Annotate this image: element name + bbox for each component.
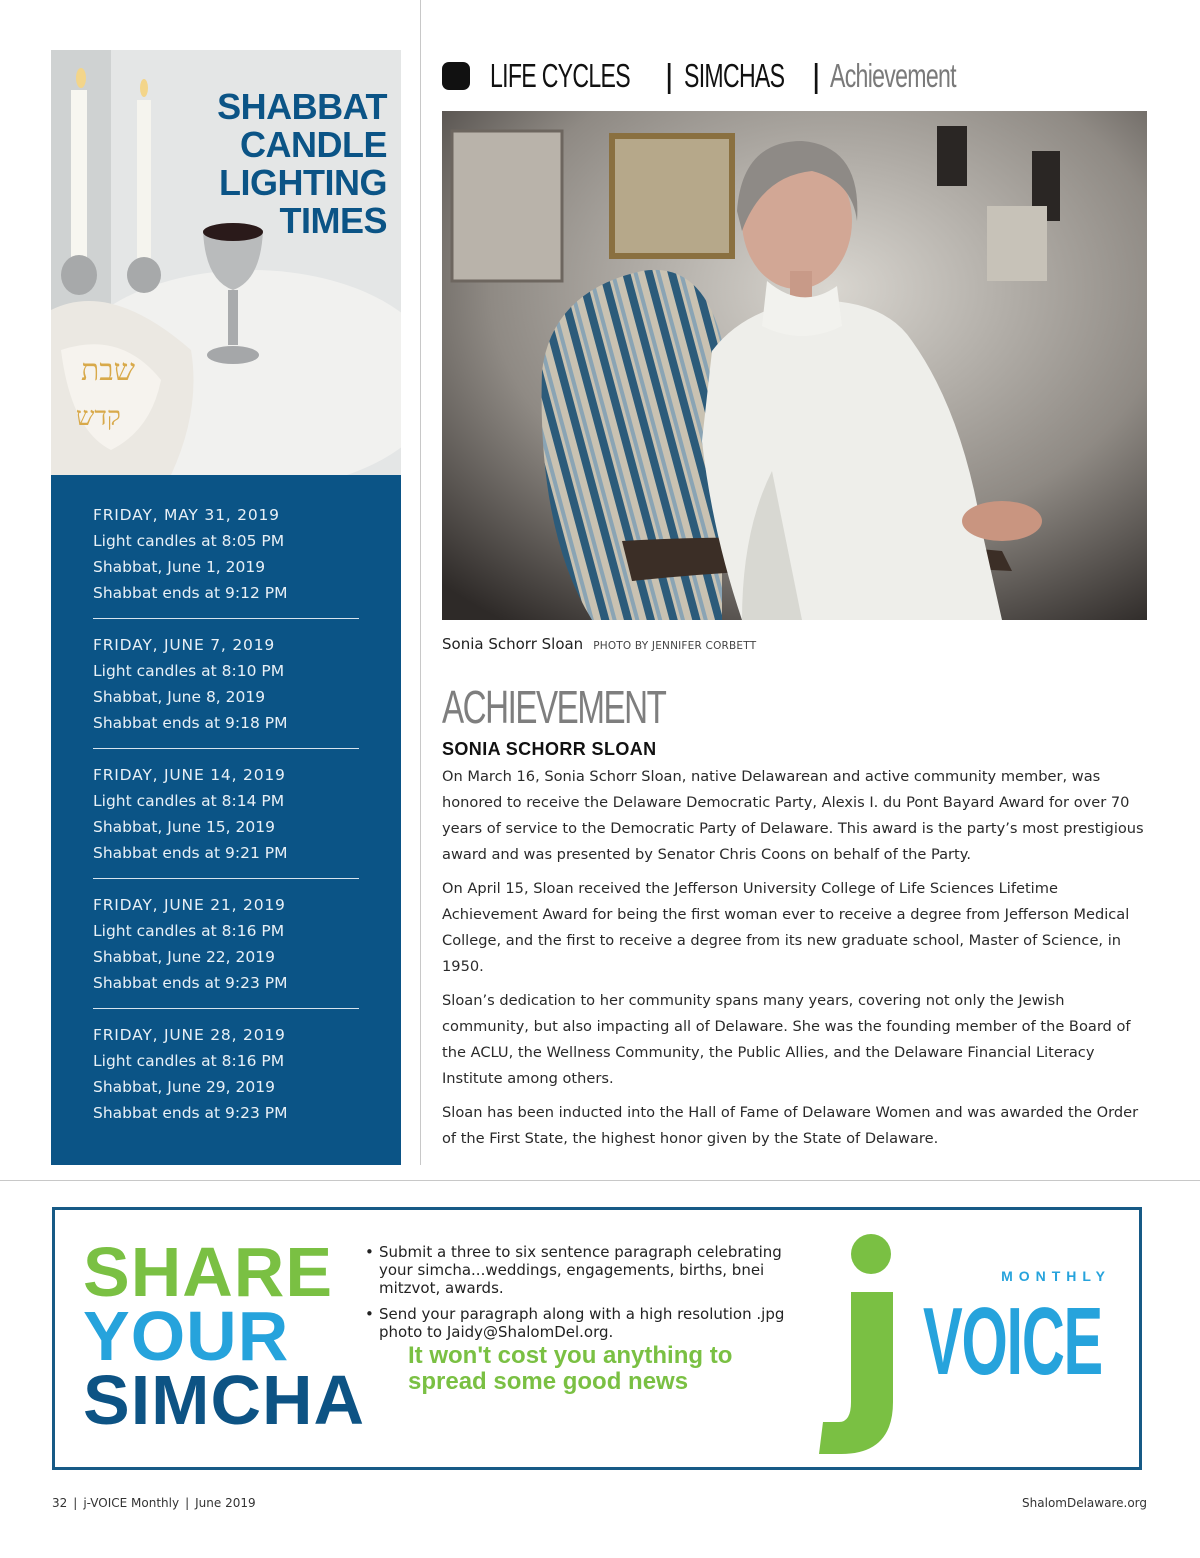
schedule-entry [93,502,359,619]
ad-title-line: SIMCHA [83,1361,366,1439]
publication-name: j-VOICE Monthly [83,1496,180,1510]
schedule-light-time: Light candles at 8:16 PM [93,922,285,940]
sidebar-title [217,88,387,240]
breadcrumb-item: LIFE CYCLES [490,57,630,94]
article-paragraph: Sloan has been inducted into the Hall of Fame of Delaware Women and was awarded the Order of the First State, the highest honor given by the State of Delaware. [442,1104,1139,1147]
schedule-end-time: Shabbat ends at 9:23 PM [93,1104,288,1122]
ad-bullet: • Submit a three to six sentence paragraph celebrating your simcha...weddings, engagements, births, bnei mitzvot, awards. [365,1243,805,1297]
schedule-end-time: Shabbat ends at 9:23 PM [93,974,288,992]
article-body [442,764,1152,1160]
logo-monthly-text: MONTHLY [1001,1268,1111,1284]
candle-lighting-sidebar [51,50,401,1165]
schedule-end-time: Shabbat ends at 9:18 PM [93,714,288,732]
breadcrumb-separator: | [664,57,674,94]
schedule-shabbat-date: Shabbat, June 1, 2019 [93,558,266,576]
breadcrumb-item: SIMCHAS [683,57,784,94]
article-paragraph: Sloan’s dedication to her community spans many years, covering not only the Jewish community, but also impacting all of Delaware. She was the founding member of the Board of the ACLU, the Wellness Community, the Public Allies, and the Delaware Financial Literacy Institute among others. [442,992,1131,1087]
svg-text:קדש: קדש [76,402,121,432]
schedule-date: FRIDAY, JUNE 14, 2019 [93,766,286,784]
schedule-light-time: Light candles at 8:05 PM [93,532,285,550]
schedule-entry [93,892,359,1009]
page-number: 32 [52,1496,68,1510]
portrait-photo [442,111,1147,620]
article-paragraph: On April 15, Sloan received the Jefferson University College of Life Sciences Lifetime Achievement Award for being the first woman ever to receive a degree from Jefferson Medical College, and the first to receive a degree from its new graduate school, Master of Science, in 1950. [442,880,1130,975]
ad-title [83,1233,366,1439]
shabbat-candles-photo [51,50,401,475]
schedule-shabbat-date: Shabbat, June 8, 2019 [93,688,266,706]
ad-bullet: • Send your paragraph along with a high resolution .jpg photo to Jaidy@ShalomDel.org. [365,1305,805,1341]
ad-instructions [365,1243,805,1349]
portrait-illustration [442,111,1147,620]
schedule-light-time: Light candles at 8:14 PM [93,792,285,810]
schedule-date: FRIDAY, JUNE 21, 2019 [93,896,286,914]
schedule-date: FRIDAY, MAY 31, 2019 [93,506,280,524]
schedule-light-time: Light candles at 8:10 PM [93,662,285,680]
breadcrumb-item-current: Achievement [830,57,957,94]
section-header [442,56,1010,96]
issue-date: June 2019 [195,1496,256,1510]
section-marker-icon [442,62,470,90]
article-heading: ACHIEVEMENT [442,681,666,733]
ad-title-line: YOUR [83,1297,290,1375]
schedule-shabbat-date: Shabbat, June 15, 2019 [93,818,275,836]
ad-tagline: It won't cost you anything to spread some good news [408,1342,733,1395]
schedule-date: FRIDAY, JUNE 7, 2019 [93,636,276,654]
column-divider [420,0,421,1165]
sidebar-title-line: TIMES [279,200,387,241]
logo-voice-text: VOICE [923,1288,1103,1395]
schedule-shabbat-date: Shabbat, June 22, 2019 [93,948,275,966]
schedule-shabbat-date: Shabbat, June 29, 2019 [93,1078,275,1096]
logo-j-mark [811,1232,921,1457]
page-footer-info: 32 | j-VOICE Monthly | June 2019 [52,1496,256,1510]
svg-text:שבת: שבת [81,353,135,388]
article-subject-name: SONIA SCHORR SLOAN [442,739,657,759]
jvoice-logo [811,1232,1121,1457]
photo-credit: PHOTO BY JENNIFER CORBETT [593,640,757,652]
schedule-entry [93,632,359,749]
schedule-entry [93,1022,359,1138]
share-your-simcha-ad [52,1207,1142,1470]
sidebar-title-line: CANDLE [240,124,387,165]
schedule-light-time: Light candles at 8:16 PM [93,1052,285,1070]
website-link[interactable]: ShalomDelaware.org [1022,1496,1147,1510]
breadcrumb-separator: | [811,57,821,94]
article-paragraph: On March 16, Sonia Schorr Sloan, native Delawarean and active community member, was honored to receive the Delaware Democratic Party, Alexis I. du Pont Bayard Award for over 70 years of service to the Democratic Party of Delaware. This award is the party’s most prestigious award and was presented by Senator Chris Coons on behalf of the Party. [442,768,1144,863]
candle-lighting-schedule [93,502,359,1151]
caption-text: Sonia Schorr Sloan [442,635,584,653]
schedule-entry [93,762,359,879]
schedule-date: FRIDAY, JUNE 28, 2019 [93,1026,286,1044]
section-divider [0,1180,1200,1181]
photo-caption [442,635,756,653]
breadcrumb [490,57,1010,95]
ad-title-line: SHARE [83,1233,334,1311]
schedule-end-time: Shabbat ends at 9:21 PM [93,844,288,862]
schedule-end-time: Shabbat ends at 9:12 PM [93,584,288,602]
sidebar-title-line: LIGHTING [219,162,387,203]
sidebar-title-line: SHABBAT [217,86,387,127]
